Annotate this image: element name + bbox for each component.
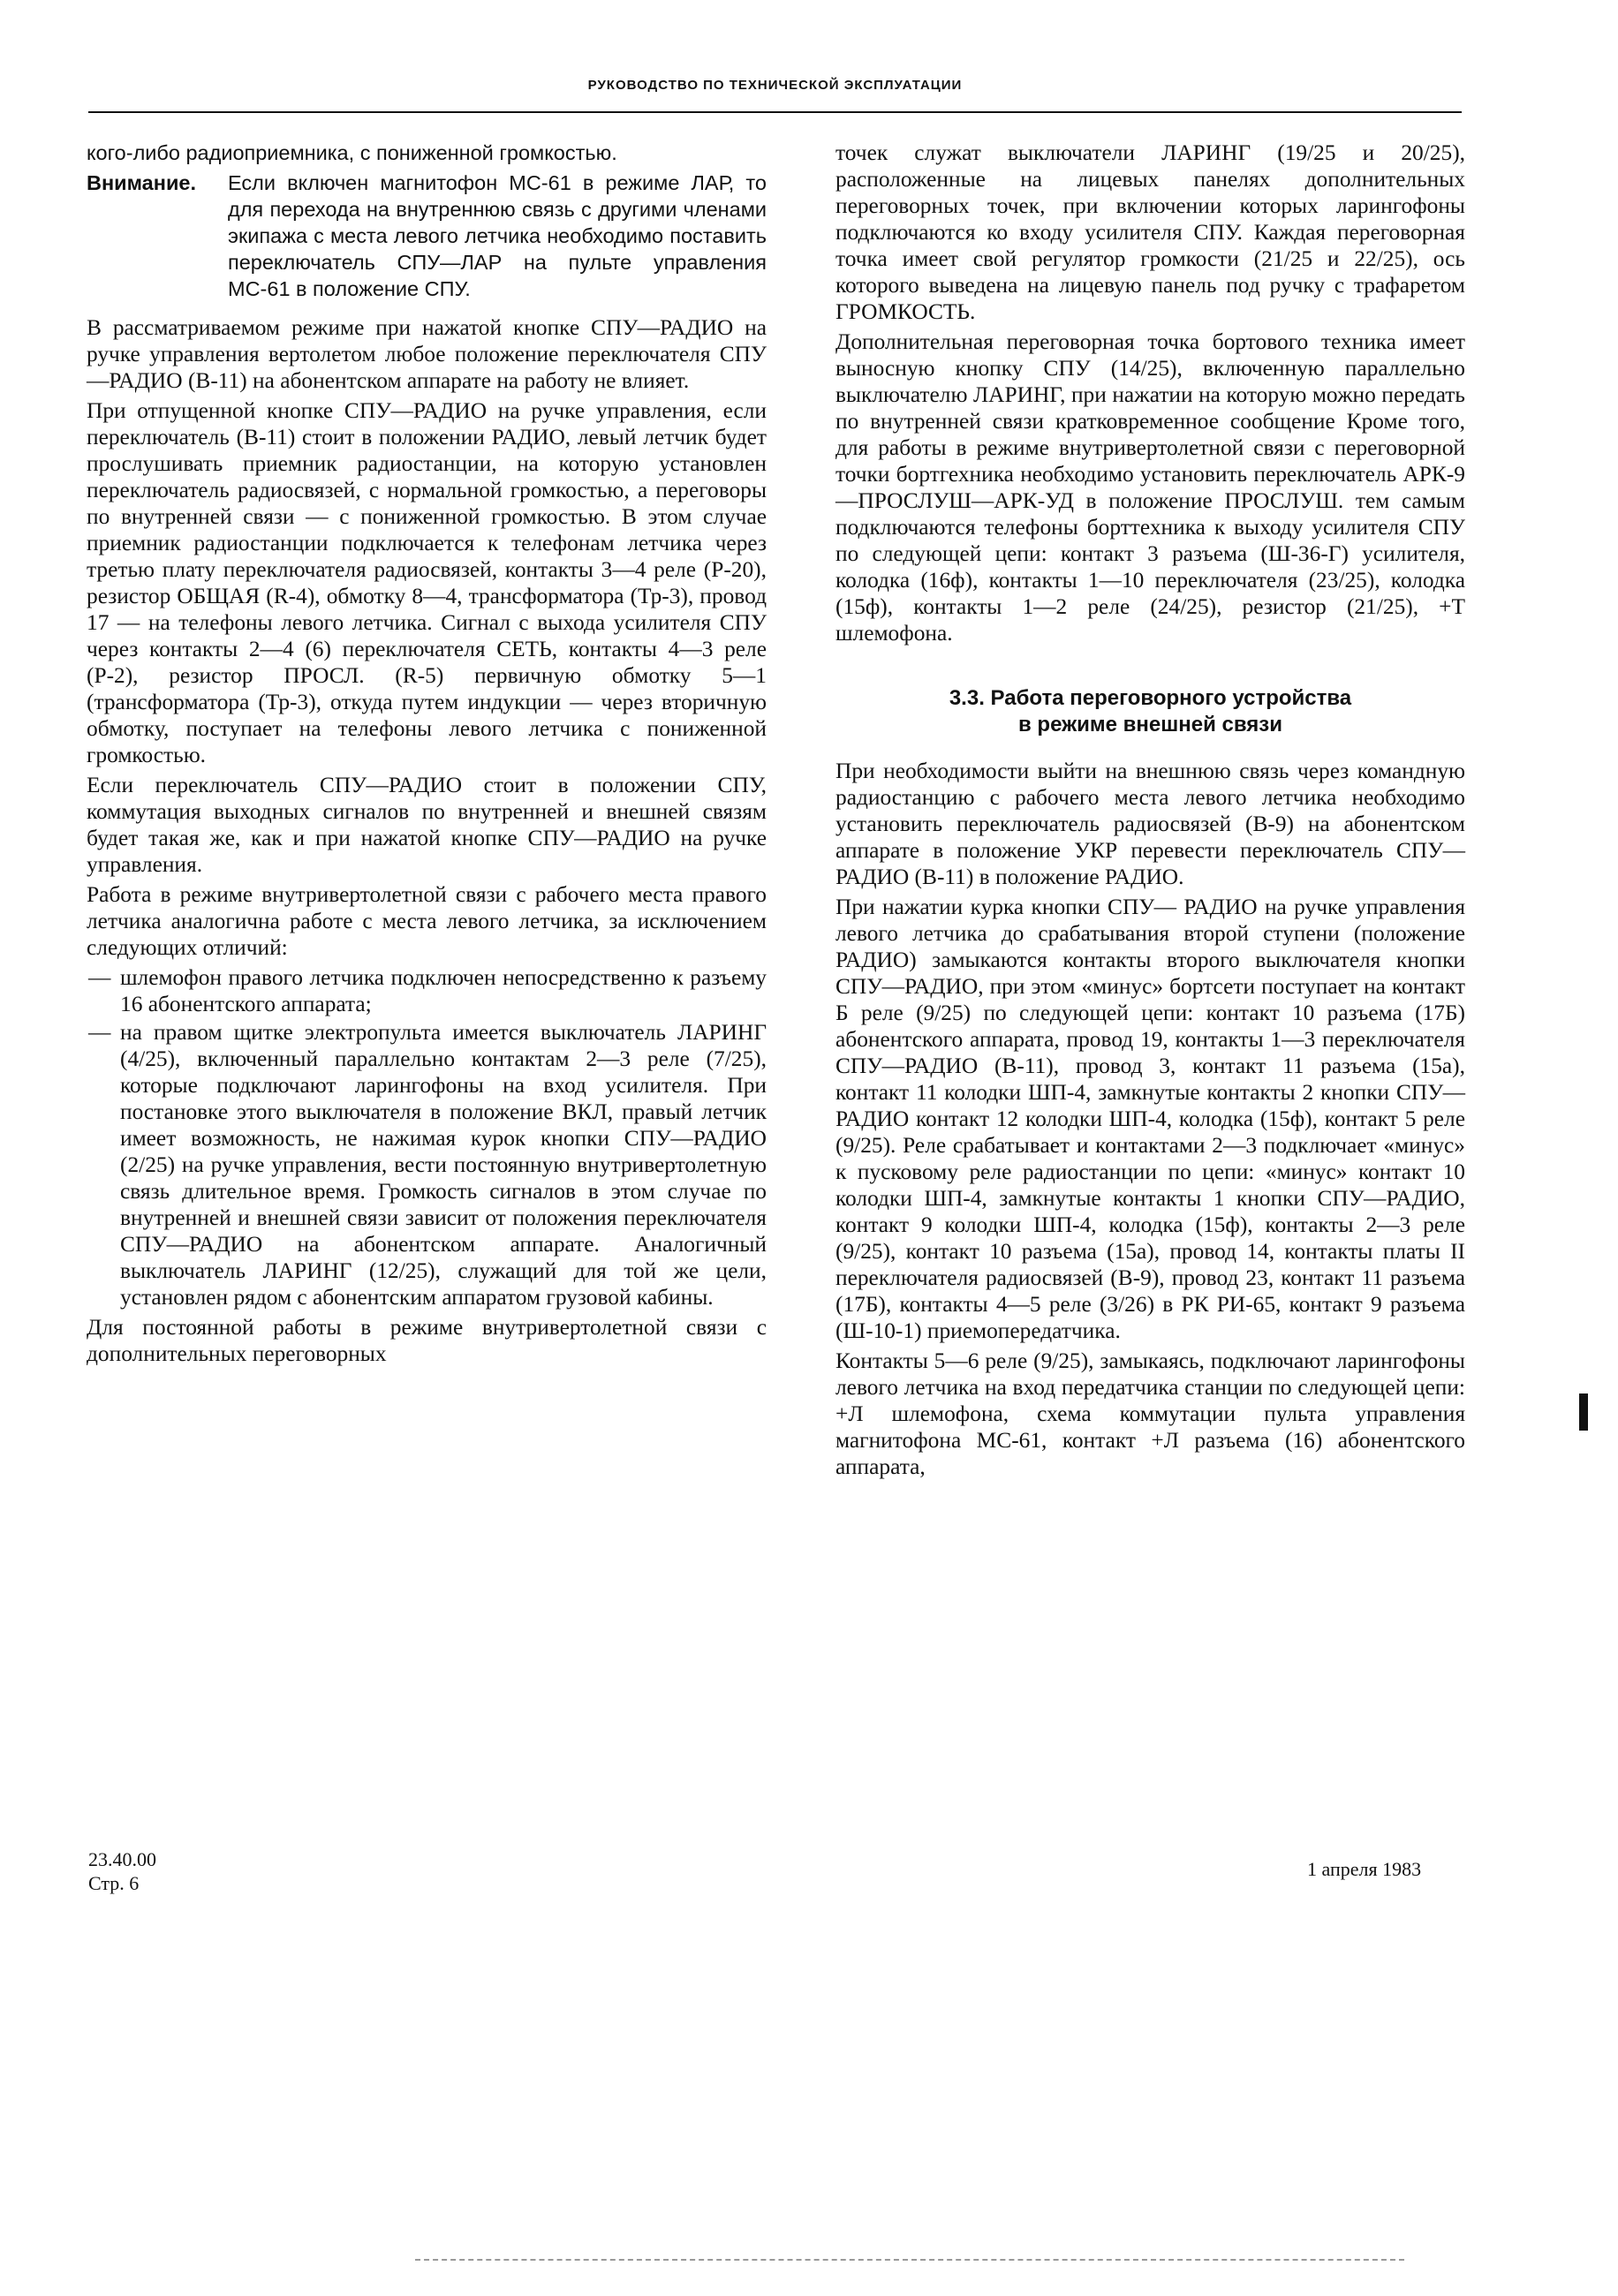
doc-code: 23.40.00 — [88, 1848, 156, 1870]
footer-left — [88, 1847, 156, 1895]
page-number: Стр. 6 — [88, 1872, 140, 1894]
revision-date: 1 апреля 1983 — [1307, 1858, 1422, 1880]
paragraph: Для постоянной работы в режиме внутривертолетной связи с дополнительных переговорных — [87, 1315, 767, 1366]
list-item — [87, 964, 767, 1017]
section-title — [835, 685, 1465, 738]
paragraph: Дополнительная переговорная точка бортового техника имеет выносную кнопку СПУ (14/25), включенную параллельно выключателю ЛАРИНГ, при нажатии на которую можно передать по внутренней связи кратковременное сообщение Кроме того, для работы в режиме внутривертолетной связи с переговорной точки бортгехника необходимо установить переключатель АРК-9—ПРОСЛУШ—АРК-УД в положение ПРОСЛУШ. тем самым подключаются телефоны борттехника к выходу усилителя СПУ по следующей цепи: контакт 3 разъема (Ш-36-Г) усилителя, колодка (16ф), контакты 1—10 переключателя (23/25), колодка (15ф), контакты 1—2 реле (24/25), резистор (21/25), +Т шлемофона. — [835, 329, 1465, 646]
header-rule — [88, 111, 1462, 113]
left-column — [87, 140, 767, 1371]
paragraph: точек служат выключатели ЛАРИНГ (19/25 и 20/25), расположенные на лицевых панелях дополнительных переговорных точек, при включении которых ларингофоны подключаются ко входу усилителя СПУ. Каждая переговорная точка имеет свой регулятор громкости (21/25 и 22/25), ось которого выведена на лицевую панель под ручку с трафаретом ГРОМКОСТЬ. — [835, 140, 1465, 324]
lead-continuation: кого-либо радиоприемника, с пониженной громкостью. — [87, 141, 617, 164]
list-item — [87, 1019, 767, 1310]
section-title-line: 3.3. Работа переговорного устройства — [949, 686, 1352, 710]
paragraph: Контакты 5—6 реле (9/25), замыкаясь, подключают ларингофоны левого летчика на вход передатчика станции по следующей цепи: +Л шлемофона, схема коммутации пульта управления магнитофона МС-61, контакт +Л разъема (16) абонентского аппарата, — [835, 1348, 1465, 1479]
warning-label: Внимание. — [87, 171, 196, 194]
scan-artifact — [1579, 1393, 1588, 1431]
list-item-text: шлемофон правого летчика подключен непосредственно к разъему 16 абонентского аппарата; — [120, 965, 767, 1016]
paragraph: При необходимости выйти на внешнюю связь через командную радиостанцию с рабочего места левого летчика необходимо установить переключатель радиосвязей (В-9) на абонентском аппарате в положение УКР перевести переключатель СПУ—РАДИО (В-11) в положение РАДИО. — [835, 759, 1465, 889]
right-column — [835, 140, 1465, 1484]
bottom-rule — [415, 2259, 1404, 2261]
section-title-line: в режиме внешней связи — [1018, 713, 1282, 736]
list-dash: — — [88, 965, 111, 990]
list-item-text: на правом щитке электропульта имеется выключатель ЛАРИНГ (4/25), включенный параллельно контактам 2—3 реле (7/25), которые подключают ларингофоны на вход усилителя. При постановке этого выключателя в положение ВКЛ, правый летчик имеет возможность, не нажимая курок кнопки СПУ—РАДИО (2/25) на ручке управления, вести постоянную внутривертолетную связь длительное время. Громкость сигналов в этом случае по внутренней и внешней связи зависит от положения переключателя СПУ—РАДИО на абонентском аппарате. Аналогичный выключатель ЛАРИНГ (12/25), служащий для той же цели, установлен рядом с абонентским аппаратом грузовой кабины. — [120, 1020, 767, 1310]
list-dash: — — [88, 1020, 111, 1045]
differences-list — [87, 964, 767, 1310]
paragraph: При отпущенной кнопке СПУ—РАДИО на ручке управления, если переключатель (В-11) стоит в положении РАДИО, левый летчик будет прослушивать приемник радиостанции, на которую установлен переключатель радиосвязей, с нормальной громкостью, а переговоры по внутренней связи — с пониженной громкостью. В этом случае приемник радиостанции подключается к телефонам летчика через третью плату переключателя радиосвязей, контакты 3—4 реле (Р-20), резистор ОБЩАЯ (R-4), обмотку 8—4, трансформатора (Тр-3), провод 17 — на телефоны левого летчика. Сигнал с выхода усилителя СПУ через контакты 2—4 (6) переключателя СЕТЬ, контакты 4—3 реле (Р-2), резистор ПРОСЛ. (R-5) первичную обмотку 5—1 (трансформатора (Тр-3), откуда путем индукции — через вторичную обмотку, поступает на телефоны левого летчика с пониженной громкостью. — [87, 398, 767, 767]
running-title: РУКОВОДСТВО ПО ТЕХНИЧЕСКОЙ ЭКСПЛУАТАЦИИ — [587, 78, 963, 93]
paragraph: В рассматриваемом режиме при нажатой кнопке СПУ—РАДИО на ручке управления вертолетом любое положение переключателя СПУ—РАДИО (В-11) на абонентском аппарате на работу не влияет. — [87, 315, 767, 393]
paragraph: Работа в режиме внутривертолетной связи с рабочего места правого летчика аналогична работе с места левого летчика, за исключением следующих отличий: — [87, 882, 767, 960]
warning-block — [87, 170, 767, 302]
warning-text: Если включен магнитофон МС-61 в режиме ЛАР, то для перехода на внутреннюю связь с другими членами экипажа с места левого летчика необходимо поставить переключатель СПУ—ЛАР на пульте управления МС-61 в положение СПУ. — [228, 171, 767, 300]
paragraph: При нажатии курка кнопки СПУ— РАДИО на ручке управления левого летчика до срабатывания второй ступени (положение РАДИО) замыкаются контакты второго выключателя кнопки СПУ—РАДИО, при этом «минус» бортсети поступает на контакт Б реле (9/25) по следующей цепи: контакт 10 разъема (17Б) абонентского аппарата, провод 19, контакты 1—3 переключателя СПУ—РАДИО (В-11), провод 3, контакт 11 разъема (15а), контакт 11 колодки ШП-4, замкнутые контакты 2 кнопки СПУ—РАДИО контакт 12 колодки ШП-4, колодка (15ф), контакт 5 реле (9/25). Реле срабатывает и контактами 2—3 подключает «минус» к пусковому реле радиостанции по цепи: «минус» контакт 10 колодки ШП-4, замкнутые контакты 1 кнопки СПУ—РАДИО, контакт 9 колодки ШП-4, колодка (15ф), контакты 2—3 реле (9/25), контакт 10 разъема (15а), провод 14, контакты платы II переключателя радиосвязей (В-9), провод 23, контакт 11 разъема (17Б), контакты 4—5 реле (3/26) в РК РИ-65, контакт 9 разъема (Ш-10-1) приемопередатчика. — [835, 895, 1465, 1343]
paragraph: Если переключатель СПУ—РАДИО стоит в положении СПУ, коммутация выходных сигналов по внутренней и внешней связям будет такая же, как и при нажатой кнопке СПУ—РАДИО на ручке управления. — [87, 773, 767, 877]
